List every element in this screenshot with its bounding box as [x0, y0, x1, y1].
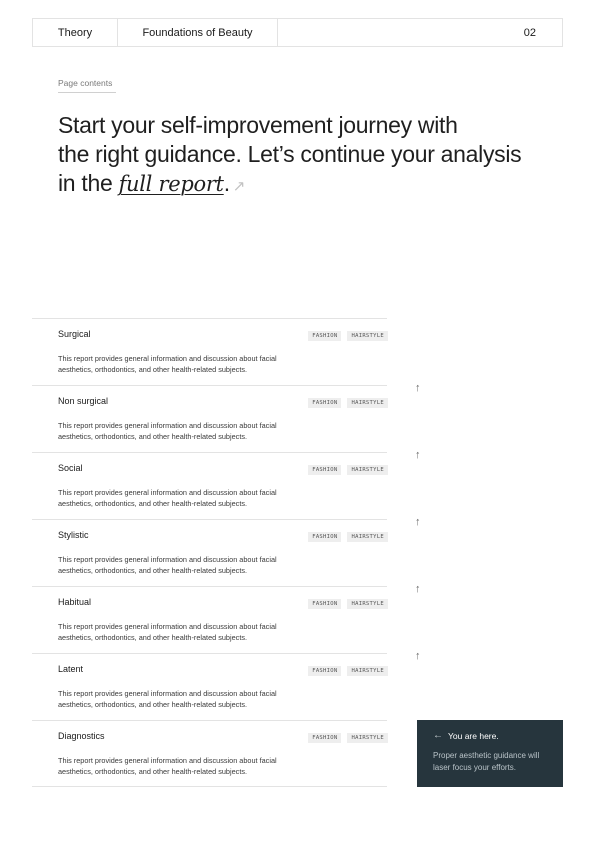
row-title: Non surgical: [58, 396, 109, 406]
headline-line-3-prefix: in the: [58, 170, 119, 196]
row-tags: [308, 398, 388, 408]
header-page-number: 02: [523, 26, 536, 39]
tag-badge: HAIRSTYLE: [347, 666, 388, 676]
tag-badge: HAIRSTYLE: [347, 398, 388, 408]
row-title: Habitual: [58, 597, 92, 607]
row-tags: [308, 599, 388, 609]
row-title: Social: [58, 463, 83, 473]
arrow-up-icon[interactable]: ↑: [415, 583, 421, 595]
header-document-title: Foundations of Beauty: [118, 19, 278, 46]
row-description: This report provides general information and discussion about facial aesthetics, orthodontics, and other health-related subjects.: [58, 421, 277, 441]
headline-line-2: the right guidance. Let’s continue your analysis: [58, 141, 522, 167]
tag-badge: FASHION: [308, 398, 341, 408]
list-item[interactable]: [32, 586, 387, 653]
arrow-up-icon[interactable]: ↑: [415, 516, 421, 528]
row-title: Diagnostics: [58, 731, 105, 741]
arrow-left-icon[interactable]: ←: [433, 730, 443, 741]
page-contents-label: Page contents: [58, 78, 116, 93]
tag-badge: FASHION: [308, 599, 341, 609]
row-description: This report provides general information and discussion about facial aesthetics, orthodontics, and other health-related subjects.: [58, 689, 277, 709]
tag-badge: HAIRSTYLE: [347, 331, 388, 341]
callout-heading: You are here.: [448, 730, 499, 741]
arrow-up-icon[interactable]: ↑: [415, 650, 421, 662]
row-tags: [308, 733, 388, 743]
page-header: [32, 18, 563, 47]
list-item[interactable]: [32, 720, 387, 787]
row-tags: [308, 465, 388, 475]
tag-badge: HAIRSTYLE: [347, 733, 388, 743]
you-are-here-callout: [417, 720, 563, 787]
arrow-up-icon[interactable]: ↑: [415, 382, 421, 394]
arrow-up-right-icon[interactable]: ↗: [232, 178, 246, 195]
callout-header: [433, 730, 547, 741]
list-item[interactable]: [32, 519, 387, 586]
headline-line-1: Start your self-improvement journey with: [58, 112, 458, 138]
tag-badge: HAIRSTYLE: [347, 532, 388, 542]
row-title: Latent: [58, 664, 84, 674]
row-description: This report provides general information and discussion about facial aesthetics, orthodontics, and other health-related subjects.: [58, 622, 277, 642]
row-title: Surgical: [58, 329, 91, 339]
callout-note: Proper aesthetic guidance will laser focus your efforts.: [433, 751, 540, 772]
row-title: Stylistic: [58, 530, 89, 540]
arrow-up-icon[interactable]: ↑: [415, 449, 421, 461]
row-description: This report provides general information and discussion about facial aesthetics, orthodontics, and other health-related subjects.: [58, 555, 277, 575]
list-item[interactable]: [32, 653, 387, 720]
tag-badge: FASHION: [308, 733, 341, 743]
headline-line-3-suffix: .: [223, 170, 230, 196]
tag-badge: FASHION: [308, 532, 341, 542]
tag-badge: FASHION: [308, 331, 341, 341]
contents-list: [32, 318, 387, 787]
list-item[interactable]: [32, 452, 387, 519]
list-item[interactable]: [32, 318, 387, 385]
row-tags: [308, 331, 388, 341]
row-tags: [308, 666, 388, 676]
row-description: This report provides general information and discussion about facial aesthetics, orthodontics, and other health-related subjects.: [58, 488, 277, 508]
tag-badge: HAIRSTYLE: [347, 465, 388, 475]
row-tags: [308, 532, 388, 542]
list-item[interactable]: [32, 385, 387, 452]
tag-badge: FASHION: [308, 465, 341, 475]
row-description: This report provides general information and discussion about facial aesthetics, orthodontics, and other health-related subjects.: [58, 756, 277, 776]
headline: [58, 111, 558, 201]
tag-badge: HAIRSTYLE: [347, 599, 388, 609]
tag-badge: FASHION: [308, 666, 341, 676]
row-description: This report provides general information and discussion about facial aesthetics, orthodontics, and other health-related subjects.: [58, 354, 277, 374]
header-section-label: Theory: [33, 19, 118, 46]
full-report-link[interactable]: full report: [118, 172, 224, 196]
